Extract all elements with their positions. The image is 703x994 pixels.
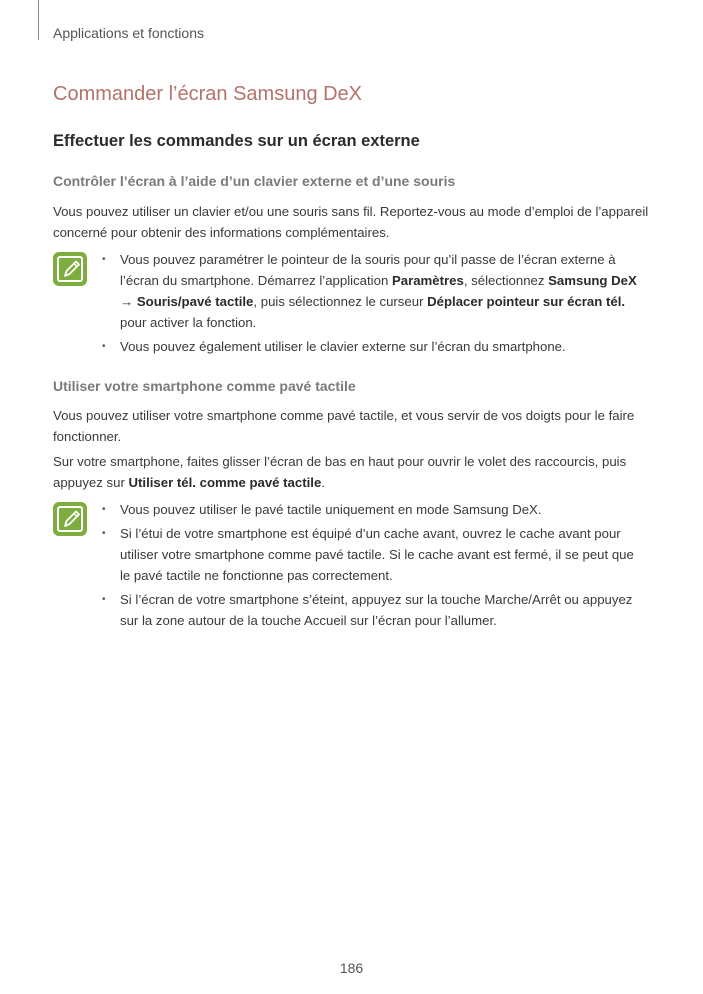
list-item: • Si l’écran de votre smartphone s’éteint, appuyez sur la touche Marche/Arrêt ou appuyez sur la zone autour de la touche Accueil sur l’écran pour l’allumer.: [102, 592, 633, 628]
note-pencil-icon: [53, 252, 87, 286]
running-header: Applications et fonctions: [53, 25, 204, 41]
section-subtitle: Effectuer les commandes sur un écran externe: [53, 132, 420, 150]
section1-intro: Vous pouvez utiliser un clavier et/ou une souris sans fil. Reportez-vous au mode d’emploi de l’appareil concerné pour obtenir des informations complémentaires.: [53, 204, 649, 240]
section1-heading: Contrôler l’écran à l’aide d’un clavier externe et d’une souris: [53, 173, 456, 189]
note-list-2: [100, 499, 645, 634]
note-list-1: [100, 249, 645, 360]
note-pencil-icon: [53, 502, 87, 536]
list-item: • Vous pouvez paramétrer le pointeur de la souris pour qu’il passe de l’écran externe à l’écran du smartphone. Démarrez l’application Paramètres, sélectionnez Samsung DeX → Souris/pavé tactile, puis sélectionnez le curseur Déplacer pointeur sur écran tél. pour activer la fonction.: [102, 252, 637, 330]
section2-heading: Utiliser votre smartphone comme pavé tactile: [53, 378, 356, 394]
list-item: • Vous pouvez également utiliser le clavier externe sur l’écran du smartphone.: [102, 339, 566, 354]
header-divider: [38, 0, 39, 40]
list-item: • Vous pouvez utiliser le pavé tactile uniquement en mode Samsung DeX.: [102, 502, 542, 517]
section2-paragraph-1: Vous pouvez utiliser votre smartphone comme pavé tactile, et vous servir de vos doigts pour le faire fonctionner.: [53, 408, 635, 444]
page-number: 186: [339, 960, 364, 976]
section2-paragraph-2: Sur votre smartphone, faites glisser l’écran de bas en haut pour ouvrir le volet des raccourcis, puis appuyez sur Utiliser tél. comme pavé tactile.: [53, 454, 627, 490]
list-item: • Si l’étui de votre smartphone est équipé d’un cache avant, ouvrez le cache avant pour utiliser votre smartphone comme pavé tactile. Si le cache avant est fermé, il se peut que le pavé tactile ne fonctionne pas correctement.: [102, 526, 634, 583]
page-title: Commander l’écran Samsung DeX: [53, 83, 363, 105]
